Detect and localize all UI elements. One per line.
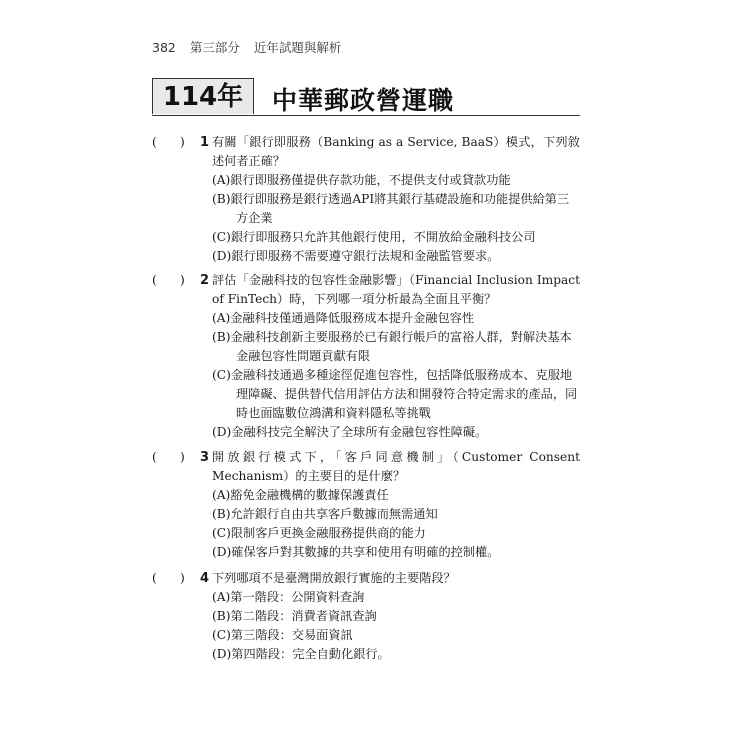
option-c: (C)限制客戶更換金融服務提供商的能力 [212, 526, 426, 540]
question-number: 1 [200, 135, 210, 150]
paren-right: ) [180, 273, 185, 287]
question-2 [152, 271, 580, 442]
option-b: (B)允許銀行自由共享客戶數據而無需通知 [212, 507, 438, 521]
option-c: (C)銀行即服務只允許其他銀行使用，不開放給金融科技公司 [212, 230, 536, 244]
section-label: 第三部分 [189, 40, 240, 55]
question-3 [152, 448, 580, 562]
question-number: 4 [200, 571, 210, 586]
paren-right: ) [180, 450, 185, 464]
paren-right: ) [180, 571, 185, 585]
option-a: (A)第一階段：公開資料查詢 [212, 590, 365, 604]
question-stem: 有關「銀行即服務（Banking as a Service, BaaS）模式，下列敘述何者正確？ [212, 135, 580, 168]
paren-left: ( [152, 571, 157, 585]
option-a: (A)豁免金融機構的數據保護責任 [212, 488, 389, 502]
paren-left: ( [152, 135, 157, 149]
chapter-year: 114年 [152, 78, 254, 114]
question-stem: 開放銀行模式下，「客戶同意機制」（Customer Consent Mechanism）的主要目的是什麼？ [212, 450, 580, 483]
page-number: 382 [152, 40, 176, 55]
section-title: 近年試題與解析 [253, 40, 342, 55]
option-b: (B)金融科技創新主要服務於已有銀行帳戶的富裕人群，對解決基本金融包容性問題貢獻有限 [212, 330, 572, 363]
question-number: 2 [200, 273, 210, 288]
option-d: (D)第四階段：完全自動化銀行。 [212, 647, 390, 661]
option-c: (C)金融科技通過多種途徑促進包容性，包括降低服務成本、克服地理障礙、提供替代信用評估方法和開發符合特定需求的產品，同時也面臨數位鴻溝和資料隱私等挑戰 [212, 368, 578, 420]
option-b: (B)銀行即服務是銀行透過API將其銀行基礎設施和功能提供給第三方企業 [212, 192, 570, 225]
paren-left: ( [152, 450, 157, 464]
question-1 [152, 133, 580, 266]
paren-right: ) [180, 135, 185, 149]
question-stem: 下列哪項不是臺灣開放銀行實施的主要階段？ [212, 571, 456, 585]
chapter-title [152, 78, 580, 118]
option-d: (D)確保客戶對其數據的共享和使用有明確的控制權。 [212, 545, 500, 559]
question-4 [152, 569, 580, 664]
option-a: (A)金融科技僅通過降低服務成本提升金融包容性 [212, 311, 475, 325]
option-c: (C)第三階段：交易面資訊 [212, 628, 353, 642]
option-d: (D)金融科技完全解決了全球所有金融包容性障礙。 [212, 425, 488, 439]
chapter-name: 中華郵政營運職 [272, 86, 455, 115]
page-header [152, 38, 341, 56]
question-number: 3 [200, 450, 210, 465]
option-b: (B)第二階段：消費者資訊查詢 [212, 609, 377, 623]
option-a: (A)銀行即服務僅提供存款功能，不提供支付或貸款功能 [212, 173, 511, 187]
question-stem: 評估「金融科技的包容性金融影響」（Financial Inclusion Impact of FinTech）時，下列哪一項分析最為全面且平衡？ [212, 273, 580, 306]
option-d: (D)銀行即服務不需要遵守銀行法規和金融監管要求。 [212, 249, 500, 263]
paren-left: ( [152, 273, 157, 287]
